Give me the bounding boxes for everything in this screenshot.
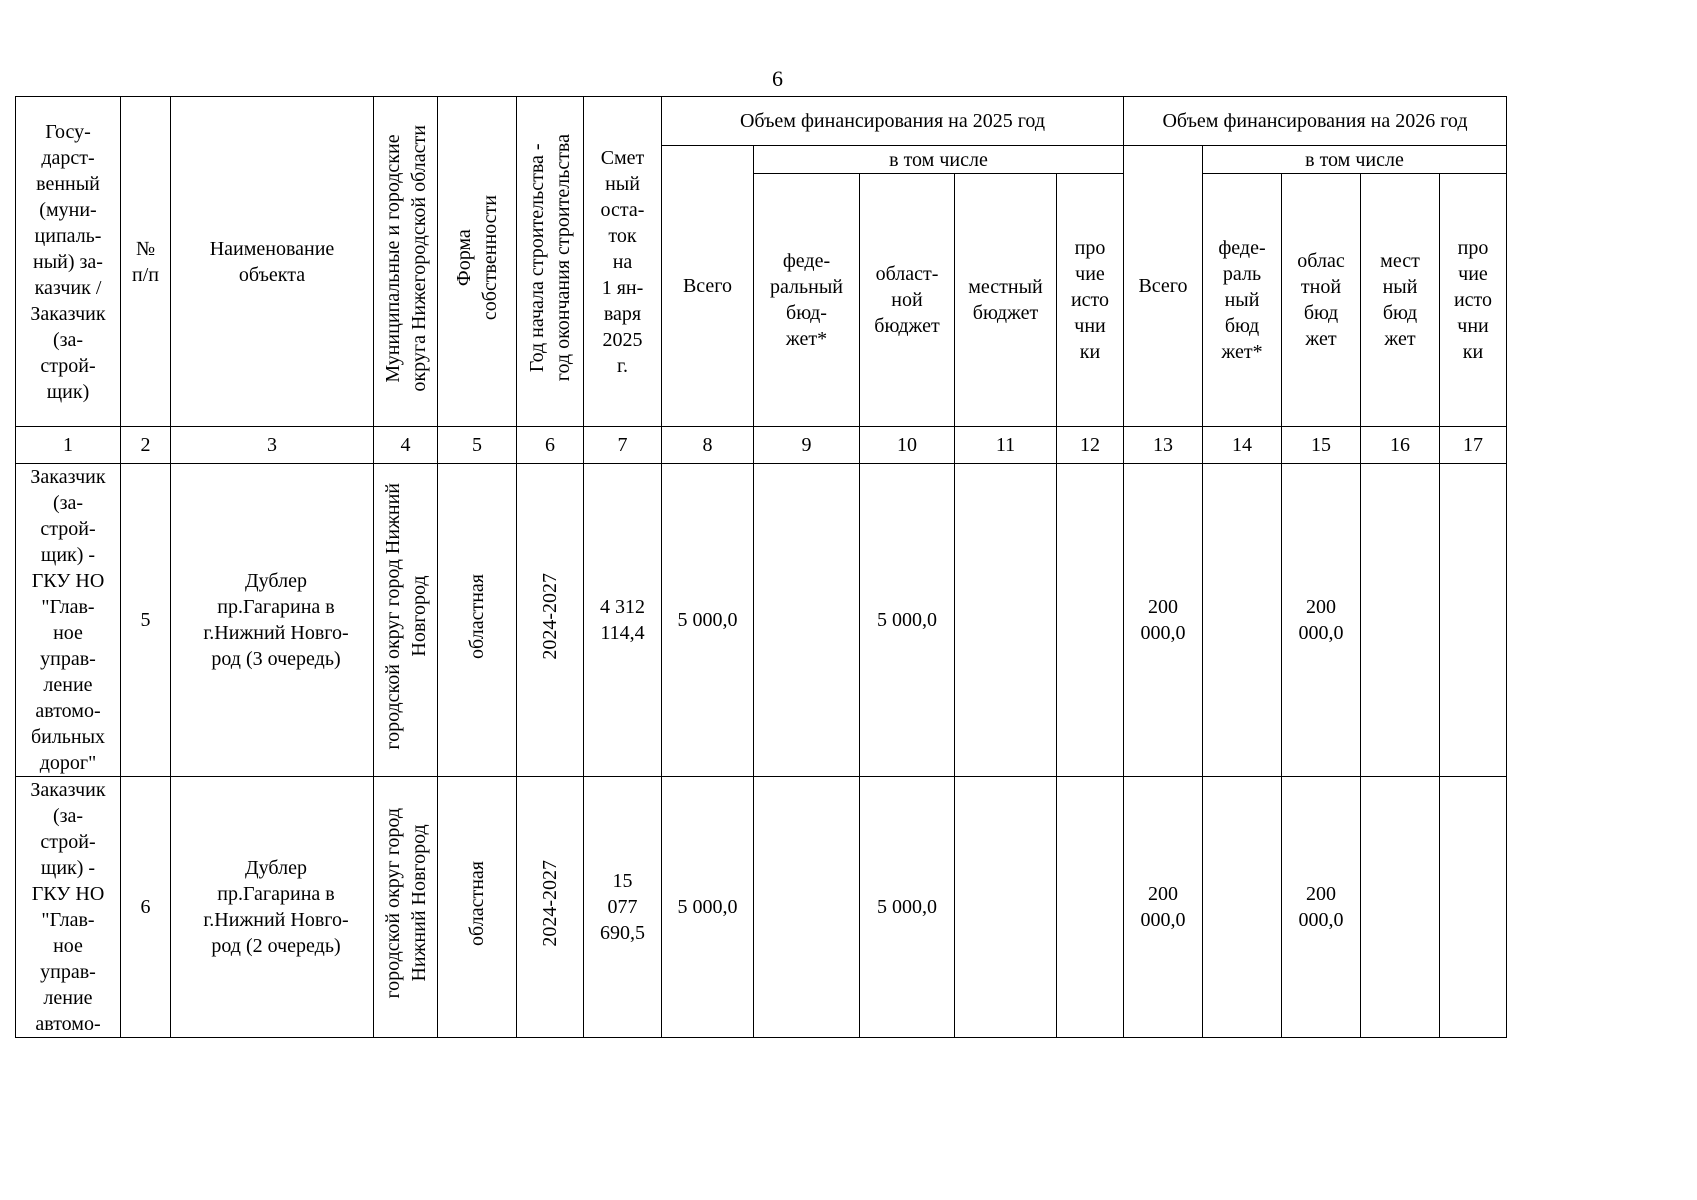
row-total-2026: 200 000,0 bbox=[1124, 777, 1203, 1038]
colnum: 15 bbox=[1282, 427, 1361, 464]
row-num: 6 bbox=[121, 777, 171, 1038]
row-fed-2026 bbox=[1203, 464, 1282, 777]
header-years-text: Год начала строительства - год окончания строительства bbox=[526, 134, 574, 382]
row-reg-2026: 200 000,0 bbox=[1282, 777, 1361, 1038]
colnum: 2 bbox=[121, 427, 171, 464]
colnum: 1 bbox=[16, 427, 121, 464]
colnum: 11 bbox=[955, 427, 1057, 464]
colnum: 6 bbox=[517, 427, 584, 464]
row-fed-2026 bbox=[1203, 777, 1282, 1038]
header-fed-2026: феде- раль ный бюд жет* bbox=[1203, 174, 1282, 427]
header-estimate: Смет ный оста- ток на 1 ян- варя 2025 г. bbox=[584, 97, 662, 427]
row-ownership bbox=[438, 777, 517, 1038]
colnum: 4 bbox=[374, 427, 438, 464]
row-estimate: 15 077 690,5 bbox=[584, 777, 662, 1038]
row-reg-2025: 5 000,0 bbox=[860, 777, 955, 1038]
table-row bbox=[16, 777, 1507, 1038]
colnum: 16 bbox=[1361, 427, 1440, 464]
header-fin-2026: Объем финансирования на 2026 год bbox=[1124, 97, 1507, 146]
row-years bbox=[517, 464, 584, 777]
header-customer: Госу- дарст- венный (муни- ципаль- ный) за- казчик / Заказчик (за- строй- щик) bbox=[16, 97, 121, 427]
row-municipal-text: городской округ город Нижний Новгород bbox=[381, 483, 430, 750]
row-fed-2025 bbox=[754, 777, 860, 1038]
header-years bbox=[517, 97, 584, 427]
row-oth-2026 bbox=[1440, 777, 1507, 1038]
row-loc-2025 bbox=[955, 464, 1057, 777]
header-loc-2025: местный бюджет bbox=[955, 174, 1057, 427]
row-years-text: 2024-2027 bbox=[539, 860, 561, 947]
row-ownership bbox=[438, 464, 517, 777]
header-ownership-text: Форма собственности bbox=[453, 195, 501, 321]
row-oth-2026 bbox=[1440, 464, 1507, 777]
row-customer: Заказчик (за- строй- щик) - ГКУ НО "Глав- ное управ- ление автомо- бильных дорог" bbox=[16, 464, 121, 777]
header-municipal bbox=[374, 97, 438, 427]
row-name: Дублер пр.Гагарина в г.Нижний Новго- род (2 очередь) bbox=[171, 777, 374, 1038]
colnum: 14 bbox=[1203, 427, 1282, 464]
page-number: 6 bbox=[772, 66, 783, 91]
header-reg-2026: облас тной бюд жет bbox=[1282, 174, 1361, 427]
row-loc-2025 bbox=[955, 777, 1057, 1038]
colnum: 3 bbox=[171, 427, 374, 464]
row-ownership-text: областная bbox=[466, 574, 488, 659]
colnum: 13 bbox=[1124, 427, 1203, 464]
header-oth-2026: про чие исто чни ки bbox=[1440, 174, 1507, 427]
header-loc-2026: мест ный бюд жет bbox=[1361, 174, 1440, 427]
header-num: № п/п bbox=[121, 97, 171, 427]
header-total-2025: Всего bbox=[662, 146, 754, 427]
header-fin-2025: Объем финансирования на 2025 год bbox=[662, 97, 1124, 146]
row-municipal bbox=[374, 777, 438, 1038]
colnum: 12 bbox=[1057, 427, 1124, 464]
header-row-1 bbox=[16, 97, 1507, 146]
table-row bbox=[16, 464, 1507, 777]
colnum: 9 bbox=[754, 427, 860, 464]
header-total-2026: Всего bbox=[1124, 146, 1203, 427]
colnum: 17 bbox=[1440, 427, 1507, 464]
colnum: 10 bbox=[860, 427, 955, 464]
row-municipal-text: городской округ город Нижний Новгород bbox=[381, 808, 430, 999]
colnum: 8 bbox=[662, 427, 754, 464]
row-loc-2026 bbox=[1361, 464, 1440, 777]
header-fed-2025: феде- ральный бюд- жет* bbox=[754, 174, 860, 427]
row-ownership-text: областная bbox=[466, 861, 488, 946]
row-estimate: 4 312 114,4 bbox=[584, 464, 662, 777]
colnum: 7 bbox=[584, 427, 662, 464]
row-oth-2025 bbox=[1057, 777, 1124, 1038]
row-reg-2025: 5 000,0 bbox=[860, 464, 955, 777]
header-ownership bbox=[438, 97, 517, 427]
header-oth-2025: про чие исто чни ки bbox=[1057, 174, 1124, 427]
row-total-2026: 200 000,0 bbox=[1124, 464, 1203, 777]
row-num: 5 bbox=[121, 464, 171, 777]
header-including-2025: в том числе bbox=[754, 146, 1124, 174]
row-total-2025: 5 000,0 bbox=[662, 777, 754, 1038]
row-customer: Заказчик (за- строй- щик) - ГКУ НО "Глав- ное управ- ление автомо- bbox=[16, 777, 121, 1038]
row-name: Дублер пр.Гагарина в г.Нижний Новго- род (3 очередь) bbox=[171, 464, 374, 777]
row-oth-2025 bbox=[1057, 464, 1124, 777]
row-years-text: 2024-2027 bbox=[539, 573, 561, 660]
row-municipal bbox=[374, 464, 438, 777]
column-numbers-row bbox=[16, 427, 1507, 464]
colnum: 5 bbox=[438, 427, 517, 464]
header-including-2026: в том числе bbox=[1203, 146, 1507, 174]
header-municipal-text: Муниципальные и городские округа Нижегородской области bbox=[381, 124, 430, 392]
header-reg-2025: област- ной бюджет bbox=[860, 174, 955, 427]
header-name: Наименование объекта bbox=[171, 97, 374, 427]
row-reg-2026: 200 000,0 bbox=[1282, 464, 1361, 777]
financing-table bbox=[15, 96, 1507, 1038]
row-years bbox=[517, 777, 584, 1038]
row-loc-2026 bbox=[1361, 777, 1440, 1038]
row-fed-2025 bbox=[754, 464, 860, 777]
row-total-2025: 5 000,0 bbox=[662, 464, 754, 777]
